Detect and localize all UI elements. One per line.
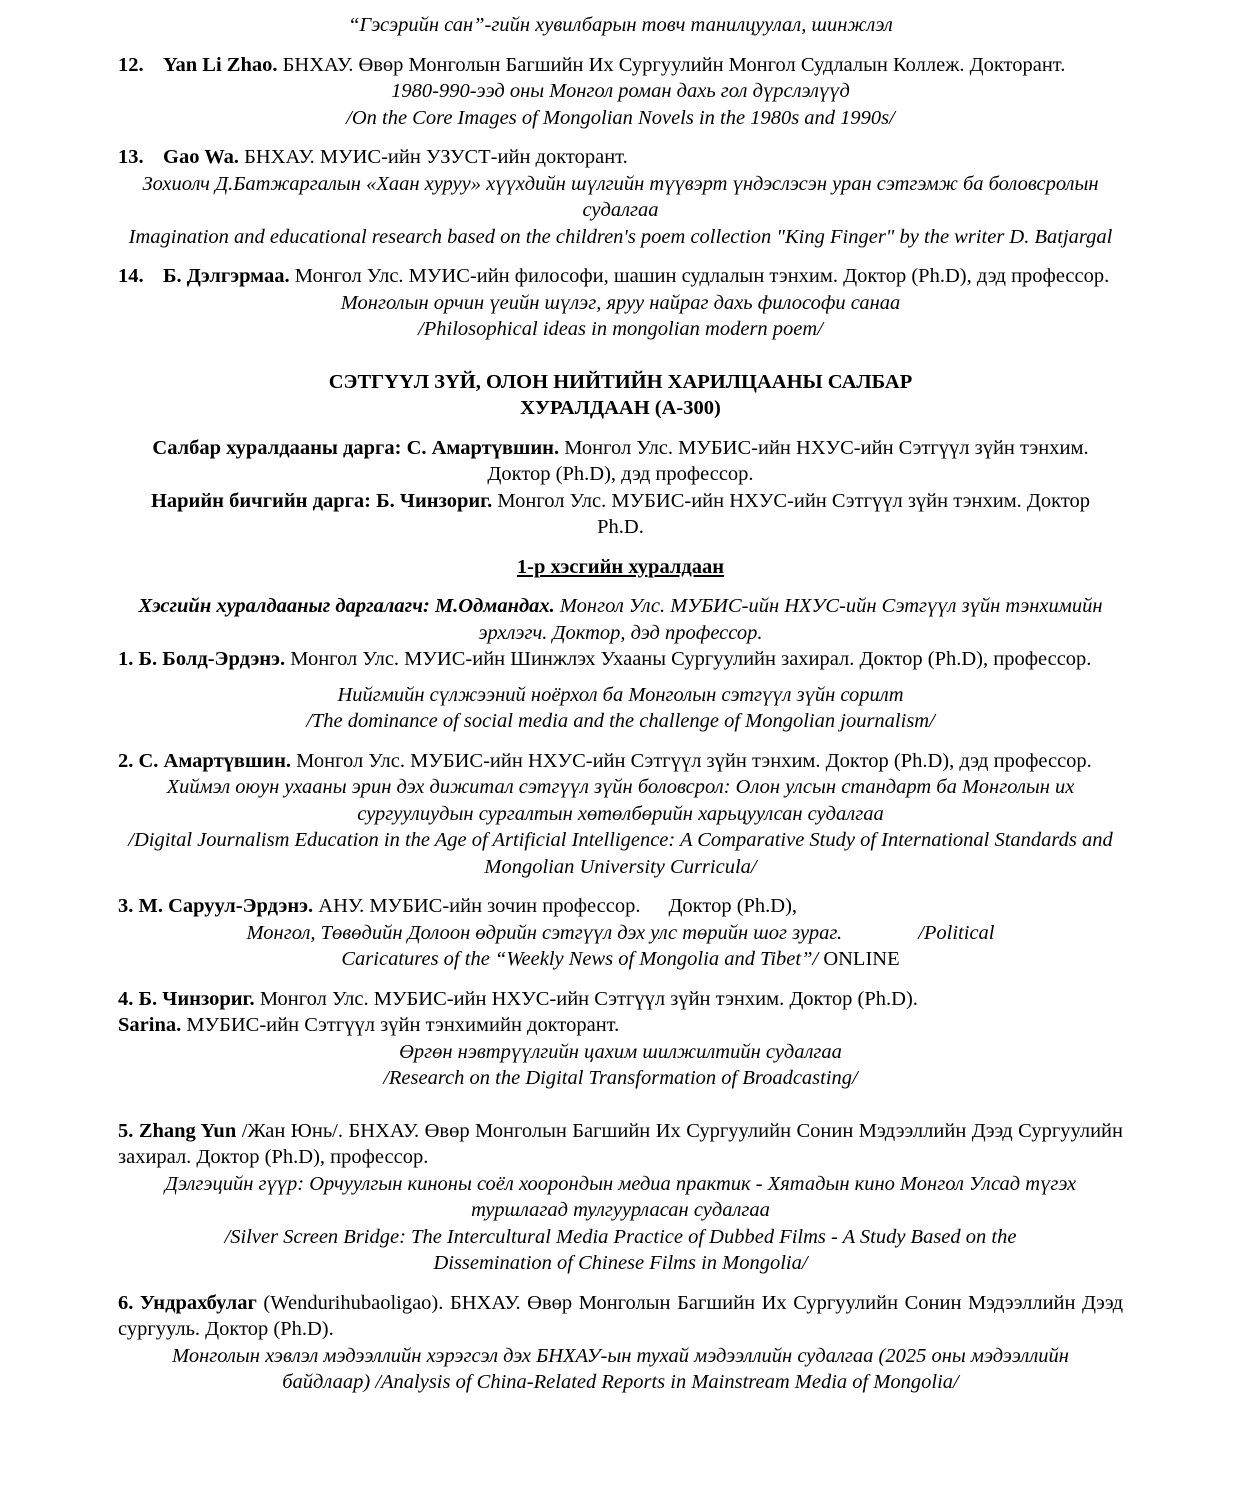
author-affiliation: АНУ. МУБИС-ийн зочин профессор. [313, 895, 641, 917]
author-name: Б. Дэлгэрмаа. [163, 265, 290, 287]
entry-12 [118, 52, 1123, 79]
author-affiliation: БНХАУ. Өвөр Монголын Багшийн Их Сургуулийн Монгол Судлалын Коллеж. Докторант. [277, 53, 1066, 76]
paper-title-mn: Дэлгэцийн гүүр: Орчуулгын киноны соёл хоорондын медиа практик - Хятадын кино Монгол Улсад түгэх туршлагад тулгуурласан судалгаа [164, 1172, 1077, 1221]
author-affiliation: Монгол Улс. МУБИС-ийн НХУС-ийн Сэтгүүл зүйн тэнхим. Доктор (Ph.D). [254, 987, 918, 1010]
paper-title-mn: Зохиолч Д.Батжаргалын «Хаан хуруу» хүүхдийн шүлгийн түүвэрт үндэслэсэн уран сэтгэмж ба боловсролын судалгаа [142, 172, 1099, 221]
author-name: Gao Wa. [163, 146, 239, 168]
author-affiliation: (Wendurihubaoligao). БНХАУ. Өвөр Монголын Багшийн Их Сургуулийн Сонин Мэдээллийн Дээд сургууль. Доктор (Ph.D). [118, 1291, 1124, 1340]
entry-4 [118, 986, 1123, 1013]
chair-text: Монгол Улс. МУБИС-ийн НХУС-ийн Сэтгүүл зүйн тэнхим. Доктор (Ph.D), дэд профессор. [487, 436, 1089, 485]
prev-entry-title: “Гэсэрийн сан”-гийн хувилбарын товч танилцуулал, шинжлэл [348, 14, 893, 36]
author-affiliation: БНХАУ. МУИС-ийн УЗУСТ-ийн докторант. [238, 146, 628, 168]
paper-title-mn: Өргөн нэвтрүүлгийн цахим шилжилтийн судалгаа [399, 1040, 842, 1063]
author-name: Yan Li Zhao. [163, 53, 278, 76]
author-degree: Доктор (Ph.D), [668, 895, 798, 917]
coauthor [118, 1012, 1123, 1039]
paper-title-en: /Digital Journalism Education in the Age of Artificial Intelligence: A Comparative Study of International Standards and Mongolian University Curricula/ [128, 829, 1113, 878]
entry-3 [118, 893, 1123, 920]
author-name: 4. Б. Чинзориг. [118, 987, 255, 1010]
online-label: ONLINE [818, 948, 900, 970]
paper-title-en: /Research on the Digital Transformation of Broadcasting/ [383, 1067, 858, 1089]
paper-title-en: /Silver Screen Bridge: The Intercultural Media Practice of Dubbed Films - A Study Based on the Dissemination of Chinese Films in Mongolia/ [224, 1225, 1017, 1274]
entry-1 [118, 646, 1123, 673]
author-affiliation: Монгол Улс. МУИС-ийн Шинжлэх Ухааны Сургуулийн захирал. Доктор (Ph.D), профессор. [285, 648, 1092, 670]
paper-title-en: /On the Core Images of Mongolian Novels in the 1980s and 1990s/ [346, 106, 895, 129]
paper-title-en-a: /Political [918, 921, 995, 944]
author-name: 5. Zhang Yun [118, 1119, 237, 1142]
section-chair [118, 435, 1123, 488]
author-name: 2. С. Амартүвшин. [118, 749, 292, 772]
section-heading-line1: СЭТГҮҮЛ ЗҮЙ, ОЛОН НИЙТИЙН ХАРИЛЦААНЫ САЛБАР [328, 370, 913, 393]
author-name: 3. М. Саруул-Эрдэнэ. [118, 895, 314, 917]
paper-title-mn: Монголын орчин үеийн шүлэг, яруу найраг дахь философи санаа [340, 291, 901, 314]
entry-2 [118, 748, 1123, 775]
moderator-text: Монгол Улс. МУБИС-ийн НХУС-ийн Сэтгүүл зүйн тэнхимийн эрхлэгч. Доктор, дэд профессор. [478, 595, 1103, 644]
paper-title-en-b: Caricatures of the “Weekly News of Mongolia and Tibet”/ [341, 948, 819, 970]
coauthor-name: Sarina. [118, 1014, 182, 1036]
author-affiliation: Монгол Улс. МУИС-ийн философи, шашин судлалын тэнхим. Доктор (Ph.D), дэд профессор. [289, 265, 1110, 287]
entry-14 [118, 263, 1123, 290]
author-name: 6. Ундрахбулаг [118, 1291, 257, 1314]
entry-number: 12. [118, 53, 144, 76]
chair-label: Салбар хуралдааны дарга: С. Амартүвшин. [152, 436, 560, 459]
author-affiliation: Монгол Улс. МУБИС-ийн НХУС-ийн Сэтгүүл зүйн тэнхим. Доктор (Ph.D), дэд профессор. [291, 749, 1092, 772]
session-moderator [118, 593, 1123, 646]
paper-title-en: /The dominance of social media and the challenge of Mongolian journalism/ [306, 710, 935, 732]
author-affiliation: /Жан Юнь/. БНХАУ. Өвөр Монголын Багшийн Их Сургуулийн Сонин Мэдээллийн Дээд Сургуулийн захирал. Доктор (Ph.D), профессор. [118, 1119, 1123, 1168]
entry-number: 14. [118, 265, 144, 287]
entry-5 [118, 1118, 1123, 1171]
secretary-text: Монгол Улс. МУБИС-ийн НХУС-ийн Сэтгүүл зүйн тэнхим. Доктор Ph.D. [492, 489, 1091, 538]
paper-title-en: Imagination and educational research based on the children's poem collection "King Finger" by the writer D. Batjargal [128, 225, 1113, 248]
paper-title [118, 920, 1123, 973]
entry-number: 13. [118, 146, 144, 168]
section-heading-line2: ХУРАЛДААН (А-300) [520, 397, 721, 419]
entry-6 [118, 1290, 1123, 1343]
paper-title-mn: Монголын хэвлэл мэдээллийн хэрэгсэл дэх БНХАУ-ын тухай мэдээллийн судалгаа (2025 оны мэдээллийн байдлаар) /Analysis of China-Related Reports in Mainstream Media of Mongolia/ [172, 1344, 1069, 1393]
secretary-label: Нарийн бичгийн дарга: Б. Чинзориг. [150, 489, 493, 512]
coauthor-affiliation: МУБИС-ийн Сэтгүүл зүйн тэнхимийн докторант. [181, 1014, 620, 1036]
paper-title-mn: Монгол, Төвөдийн Долоон өдрийн сэтгүүл дэх улс төрийн шог зураг. [246, 921, 843, 944]
section-secretary [118, 488, 1123, 541]
paper-title-en: /Philosophical ideas in mongolian modern poem/ [418, 318, 823, 340]
author-name: 1. Б. Болд-Эрдэнэ. [118, 648, 286, 670]
paper-title-mn: Нийгмийн сүлжээний ноёрхол ба Монголын сэтгүүл зүйн сорилт [337, 683, 904, 706]
paper-title-mn: Хиймэл оюун ухааны эрин дэх дижитал сэтгүүл зүйн боловсрол: Олон улсын стандарт ба Монголын их сургуулиудын сургалтын хөтөлбөрийн харьцуулсан судалгаа [166, 776, 1075, 825]
document-page [118, 12, 1123, 1396]
moderator-label: Хэсгийн хуралдааныг даргалагч: М.Одмандах. [138, 595, 555, 617]
session-title: 1-р хэсгийн хуралдаан [516, 555, 725, 578]
entry-13 [118, 144, 1123, 171]
paper-title-mn: 1980-990-ээд оны Монгол роман дахь гол дүрслэлүүд [391, 80, 850, 102]
